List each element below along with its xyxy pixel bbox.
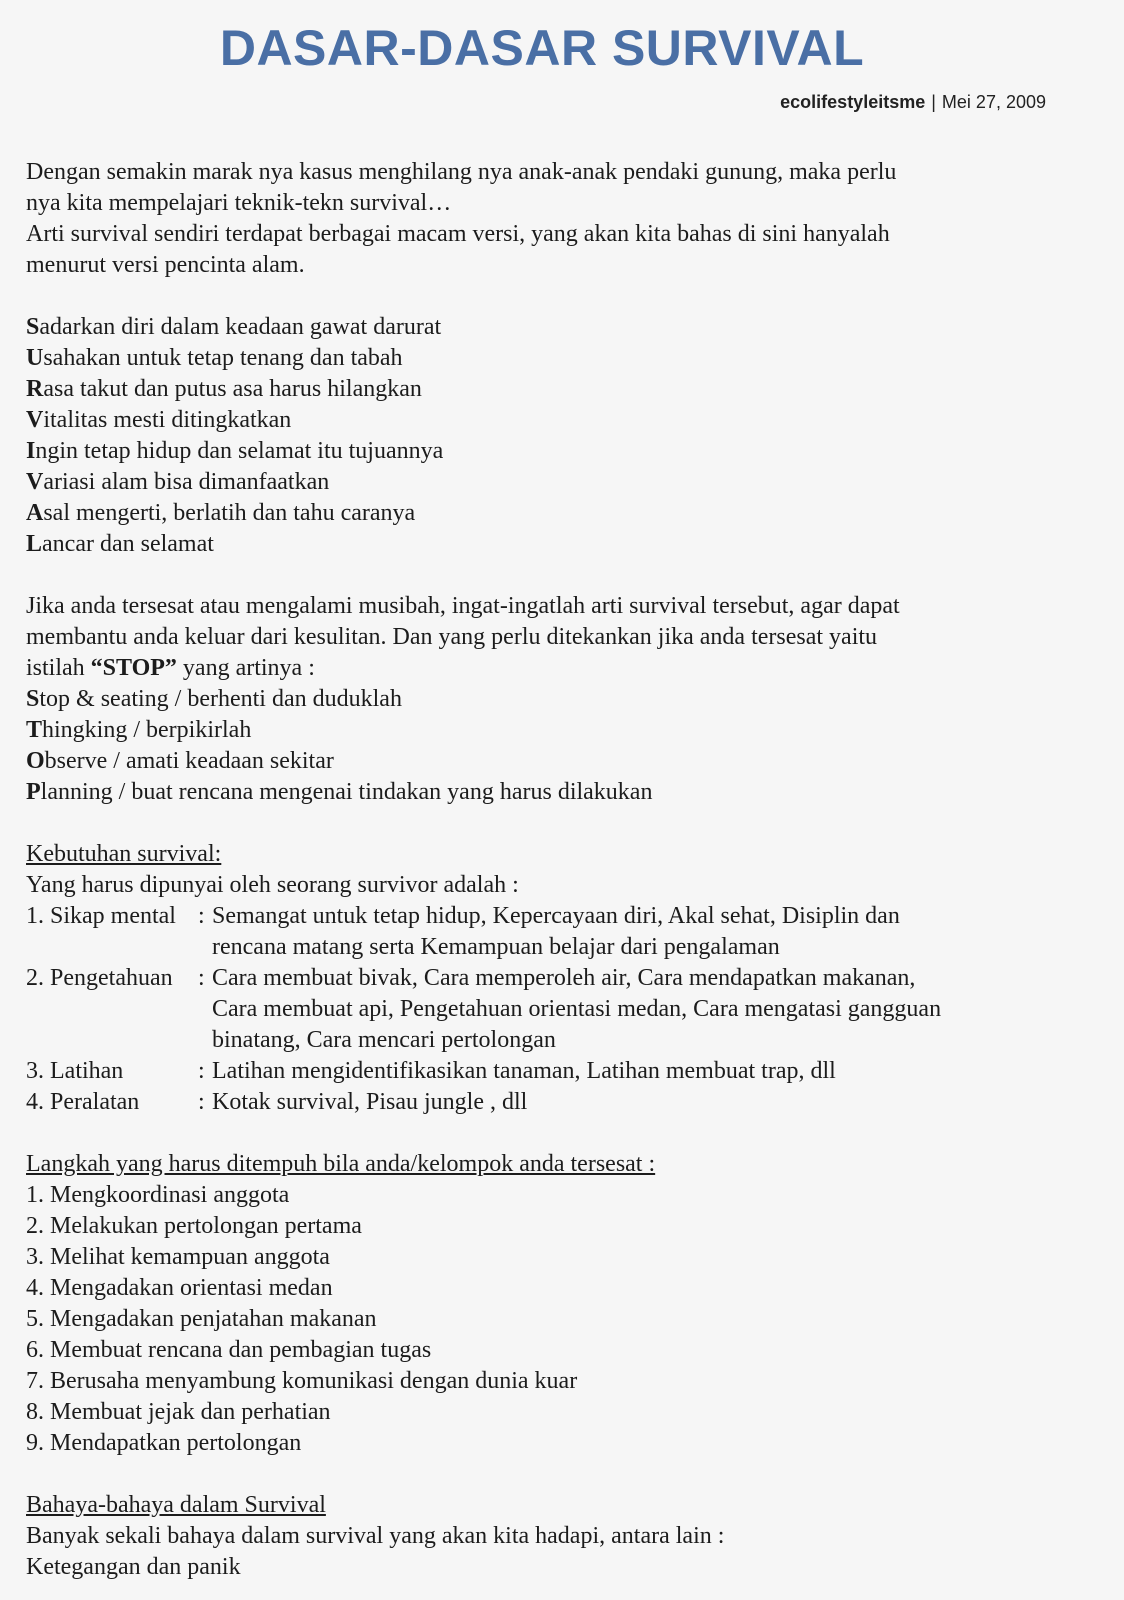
needs-item-label: 2. Pengetahuan (26, 965, 173, 991)
byline-date: Mei 27, 2009 (941, 92, 1046, 112)
list-item: 4. Mengadakan orientasi medan (26, 1275, 333, 1301)
needs-item: 3. Latihan : Latihan mengidentifikasikan tanaman, Latihan membuat trap, dll (26, 1056, 1106, 1087)
stop-term: “STOP” (90, 655, 177, 681)
needs-item-description: Cara membuat bivak, Cara memperoleh air, Cara mendapatkan makanan, Cara membuat api, Pengetahuan orientasi medan, Cara mengatasi gangguan binatang, Cara mencari pertolongan (212, 965, 942, 1053)
lost-paragraph-line: Jika anda tersesat atau mengalami musibah, ingat-ingatlah arti survival tersebut, agar dapat (26, 593, 900, 619)
needs-intro: Yang harus dipunyai oleh seorang survivor adalah : (26, 872, 519, 898)
intro-line: Arti survival sendiri terdapat berbagai macam versi, yang akan kita bahas di sini hanyalah (26, 221, 890, 247)
needs-item-label: 1. Sikap mental (26, 903, 176, 929)
dangers-intro: Banyak sekali bahaya dalam survival yang akan kita hadapi, antara lain : (26, 1523, 725, 1549)
acronym-line: Asal mengerti, berlatih dan tahu caranya (26, 500, 416, 526)
list-item: 2. Melakukan pertolongan pertama (26, 1213, 362, 1239)
stop-acronym-list (26, 684, 1106, 808)
needs-item-description: Semangat untuk tetap hidup, Kepercayaan diri, Akal sehat, Disiplin dan rencana matang serta Kemampuan belajar dari pengalaman (212, 903, 900, 960)
survival-acronym-list (26, 312, 1106, 560)
list-item: 7. Berusaha menyambung komunikasi dengan dunia kuar (26, 1368, 578, 1394)
document-title: DASAR-DASAR SURVIVAL (219, 20, 865, 76)
steps-list (26, 1180, 1106, 1459)
needs-item: 1. Sikap mental : Semangat untuk tetap hidup, Kepercayaan diri, Akal sehat, Disiplin dan rencana matang serta Kemampuan belajar dari pengalaman (26, 901, 1106, 963)
list-item: Ketegangan dan panik (26, 1554, 241, 1580)
needs-item-label: 3. Latihan (26, 1058, 124, 1084)
lost-paragraph-line: membantu anda keluar dari kesulitan. Dan yang perlu ditekankan jika anda tersesat yaitu (26, 624, 878, 650)
acronym-line: Observe / amati keadaan sekitar (26, 748, 334, 774)
list-item: 5. Mengadakan penjatahan makanan (26, 1306, 377, 1332)
acronym-line: Usahakan untuk tetap tenang dan tabah (26, 345, 403, 371)
article-body (26, 157, 1106, 1583)
list-item: 9. Mendapatkan pertolongan (26, 1430, 302, 1456)
needs-list (26, 901, 1106, 1118)
needs-item-label: 4. Peralatan (26, 1089, 140, 1115)
list-item: 1. Mengkoordinasi anggota (26, 1182, 290, 1208)
acronym-letter: V (26, 469, 44, 495)
needs-item: 2. Pengetahuan : Cara membuat bivak, Cara memperoleh air, Cara mendapatkan makanan, Cara membuat api, Pengetahuan orientasi medan, Cara mengatasi gangguan binatang, Cara mencari pertolongan (26, 963, 1106, 1056)
intro-line: Dengan semakin marak nya kasus menghilang nya anak-anak pendaki gunung, maka perlu (26, 159, 897, 185)
dangers-heading: Bahaya-bahaya dalam Survival (26, 1492, 326, 1518)
acronym-letter: S (26, 686, 40, 712)
needs-item-description: Latihan mengidentifikasikan tanaman, Latihan membuat trap, dll (212, 1058, 836, 1084)
acronym-letter: I (26, 438, 36, 464)
list-item: 6. Membuat rencana dan pembagian tugas (26, 1337, 432, 1363)
byline (780, 90, 1046, 114)
acronym-line: Planning / buat rencana mengenai tindakan yang harus dilakukan (26, 779, 653, 805)
acronym-letter: R (26, 376, 44, 402)
acronym-line: Variasi alam bisa dimanfaatkan (26, 469, 330, 495)
intro-line: nya kita mempelajari teknik-tekn survival… (26, 190, 452, 216)
list-item: 3. Melihat kemampuan anggota (26, 1244, 330, 1270)
acronym-line: Ingin tetap hidup dan selamat itu tujuannya (26, 438, 444, 464)
acronym-line: Lancar dan selamat (26, 531, 214, 557)
byline-separator: | (931, 92, 936, 112)
acronym-letter: V (26, 407, 44, 433)
intro-line: menurut versi pencinta alam. (26, 252, 305, 278)
needs-item: 4. Peralatan : Kotak survival, Pisau jungle , dll (26, 1087, 1106, 1118)
acronym-letter: U (26, 345, 44, 371)
byline-author: ecolifestyleitsme (780, 92, 926, 112)
acronym-line: Thingking / berpikirlah (26, 717, 252, 743)
needs-item-description: Kotak survival, Pisau jungle , dll (212, 1089, 528, 1115)
steps-heading: Langkah yang harus ditempuh bila anda/kelompok anda tersesat : (26, 1151, 656, 1177)
acronym-line: Stop & seating / berhenti dan duduklah (26, 686, 402, 712)
acronym-line: Rasa takut dan putus asa harus hilangkan (26, 376, 422, 402)
acronym-line: Sadarkan diri dalam keadaan gawat darurat (26, 314, 442, 340)
acronym-line: Vitalitas mesti ditingkatkan (26, 407, 292, 433)
acronym-letter: L (26, 531, 43, 557)
acronym-letter: S (26, 314, 40, 340)
acronym-letter: A (26, 500, 44, 526)
acronym-letter: O (26, 748, 45, 774)
lost-paragraph-line: istilah “STOP” yang artinya : (26, 655, 315, 681)
list-item: 8. Membuat jejak dan perhatian (26, 1399, 331, 1425)
acronym-letter: P (26, 779, 41, 805)
acronym-letter: T (26, 717, 43, 743)
needs-heading: Kebutuhan survival: (26, 841, 222, 867)
